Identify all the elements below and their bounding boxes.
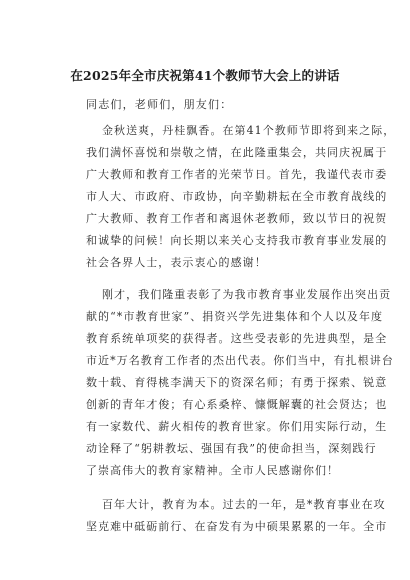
text-line: 有一家数代、薪火相传的教育世家。你们用实际行动，生 xyxy=(86,420,388,433)
text-line: 数十载、育得桃李满天下的资深名师；有勇于探索、锐意 xyxy=(86,376,388,389)
text-line: 坚克难中砥砺前行、在奋发有为中硕果累累的一年。全市 xyxy=(86,520,388,533)
text-line: 市近*万名教育工作者的杰出代表。你们当中，有扎根讲台 xyxy=(86,354,394,367)
salutation: 同志们，老师们，朋友们： xyxy=(86,98,233,111)
text-line: 教育系统单项奖的获得者。这些受表彰的先进典型，是全 xyxy=(86,332,388,345)
text-line: 社会各界人士，表示衷心的感谢！ xyxy=(86,256,267,269)
text-line: 献的“*市教育世家”、捐资兴学先进集体和个人以及年度 xyxy=(86,310,384,323)
text-line: 我们满怀喜悦和崇敬之情，在此隆重集会，共同庆祝属于 xyxy=(86,146,388,159)
text-line: 创新的青年才俊；有心系桑梓、慷慨解囊的社会贤达；也 xyxy=(86,398,388,411)
text-line: 动诠释了“躬耕教坛、强国有我”的使命担当，深刻践行 xyxy=(86,442,377,455)
text-line: 广大教师、教育工作者和离退休老教师，致以节日的祝贺 xyxy=(86,212,388,225)
text-line: 金秋送爽，丹桂飘香。在第41个教师节即将到来之际， xyxy=(102,124,396,137)
text-line: 百年大计，教育为本。过去的一年，是*教育事业在攻 xyxy=(102,498,386,511)
text-line: 刚才，我们隆重表彰了为我市教育事业发展作出突出贡 xyxy=(102,288,392,301)
text-line: 市人大、市政府、市政协，向辛勤耕耘在全市教育战线的 xyxy=(86,190,388,203)
text-line: 和诚挚的问候！向长期以来关心支持我市教育事业发展的 xyxy=(86,234,388,247)
text-line: 了崇高伟大的教育家精神。全市人民感谢你们！ xyxy=(86,464,340,477)
document-title: 在2025年全市庆祝第41个教师节大会上的讲话 xyxy=(70,68,340,83)
text-line: 广大教师和教育工作者的光荣节日。首先，我谨代表市委 xyxy=(86,168,388,181)
